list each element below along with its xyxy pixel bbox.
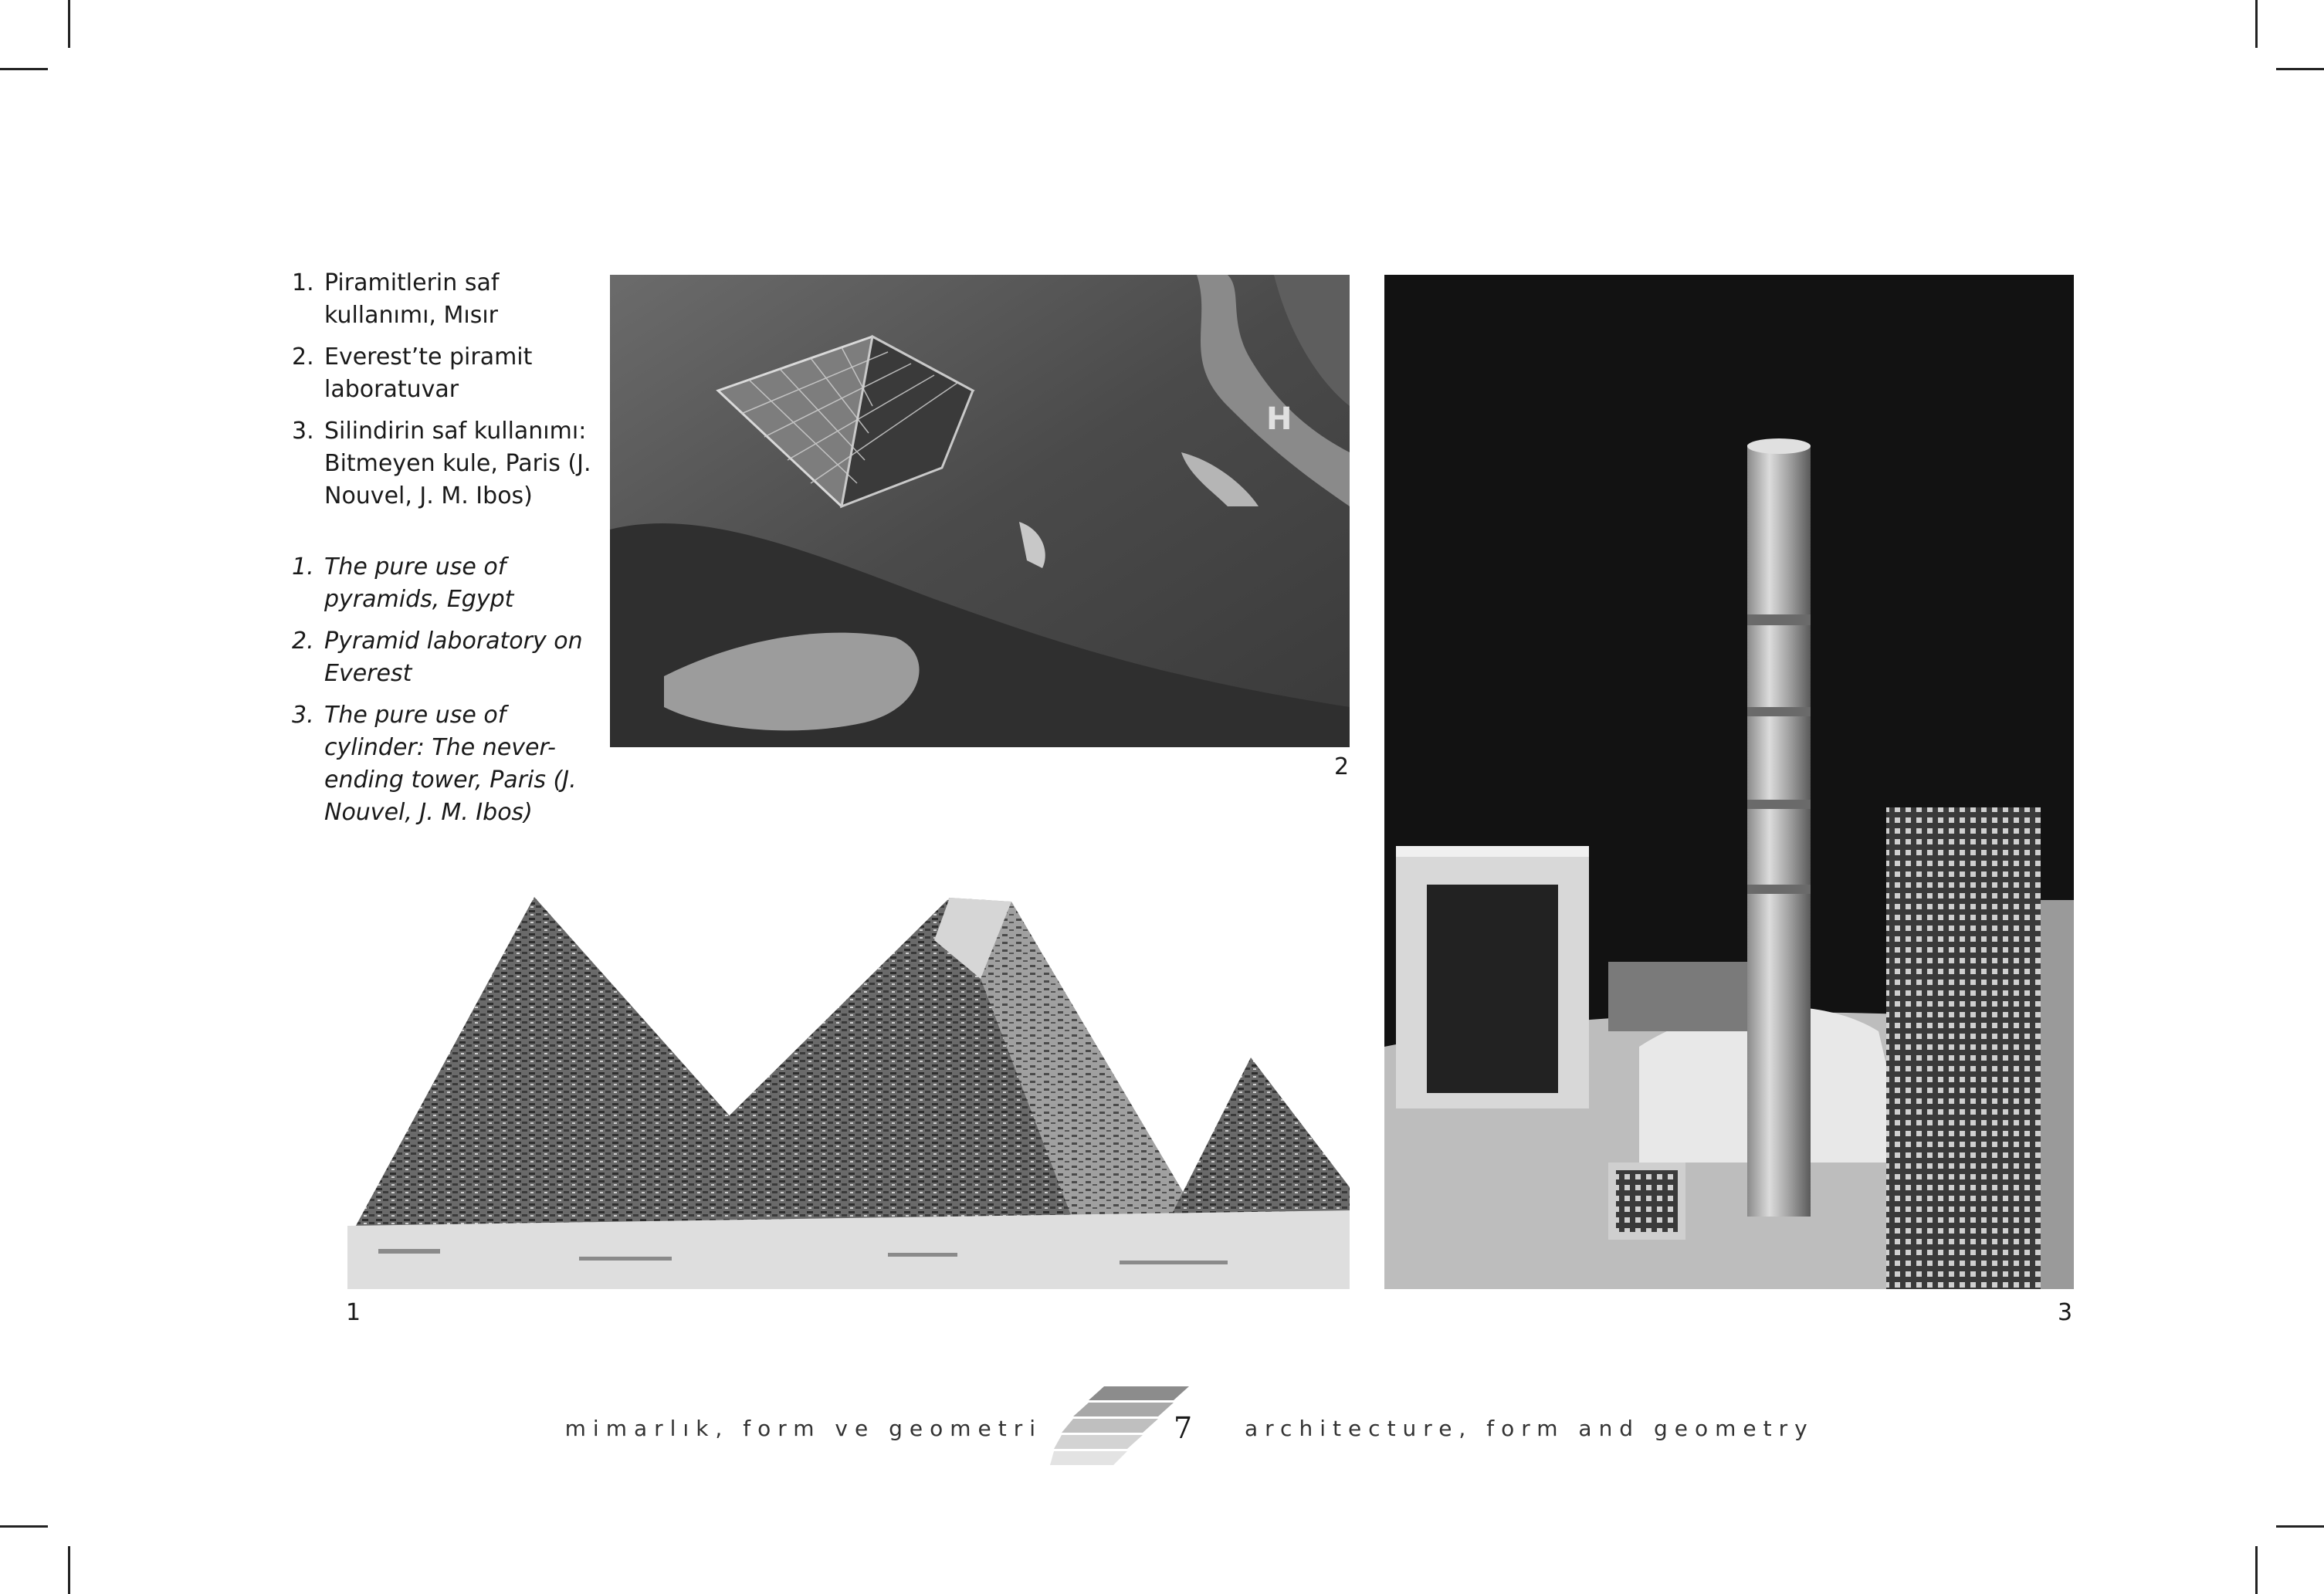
caption-text: Everest’te piramit laboratuvar: [324, 344, 533, 403]
photo-never-ending-tower: [1384, 275, 2074, 1289]
crop-mark: [0, 1525, 48, 1528]
office-block-model: [1886, 807, 2041, 1289]
caption-number: 3.: [292, 418, 314, 445]
pyramids-graphic: [347, 894, 1350, 1289]
caption-number: 1.: [292, 269, 314, 296]
crop-mark: [68, 0, 70, 48]
crop-mark: [2276, 68, 2324, 70]
caption-en-2: [292, 625, 601, 690]
figure-captions: [292, 267, 601, 838]
crop-mark: [2255, 0, 2258, 48]
caption-text: Piramitlerin saf kullanımı, Mısır: [324, 269, 500, 329]
figure-number-3: 3: [2058, 1299, 2073, 1326]
stepped-logo-mark: [1050, 1386, 1189, 1467]
crop-mark: [68, 1546, 70, 1594]
caption-tr-1: [292, 267, 601, 332]
caption-text: Pyramid laboratory on Everest: [324, 628, 583, 687]
caption-text: The pure use of cylinder: The never-ending tower, Paris (J. Nouvel, J. M. Ibos): [324, 702, 577, 826]
caption-en-3: [292, 699, 601, 829]
caption-tr-2: [292, 341, 601, 406]
captions-english: [292, 551, 601, 829]
caption-en-1: [292, 551, 601, 616]
crop-mark: [0, 68, 48, 70]
caption-text: Silindirin saf kullanımı: Bitmeyen kule, Paris (J. Nouvel, J. M. Ibos): [324, 418, 591, 509]
caption-number: 3.: [292, 702, 314, 729]
footer-title-turkish: mimarlık, form ve geometri: [564, 1416, 1042, 1441]
tower-model-graphic: [1384, 275, 2074, 1289]
photo-pyramids-egypt: [347, 894, 1350, 1289]
photo-everest-pyramid-lab: [610, 275, 1350, 747]
aerial-photo-graphic: [610, 275, 1350, 747]
caption-number: 2.: [292, 628, 314, 655]
crop-mark: [2276, 1525, 2324, 1528]
caption-text: The pure use of pyramids, Egypt: [324, 553, 514, 613]
figure-number-2: 2: [1334, 753, 1350, 780]
captions-turkish: [292, 267, 601, 513]
crop-mark: [2255, 1546, 2258, 1594]
caption-number: 1.: [292, 553, 314, 580]
footer-title-english: architecture, form and geometry: [1245, 1416, 1814, 1441]
caption-tr-3: [292, 415, 601, 513]
helipad-letter: H: [1266, 401, 1292, 437]
caption-number: 2.: [292, 344, 314, 371]
cylinder-tower: [1747, 445, 1811, 1217]
figure-number-1: 1: [346, 1299, 361, 1326]
page-number: 7: [1174, 1411, 1193, 1445]
